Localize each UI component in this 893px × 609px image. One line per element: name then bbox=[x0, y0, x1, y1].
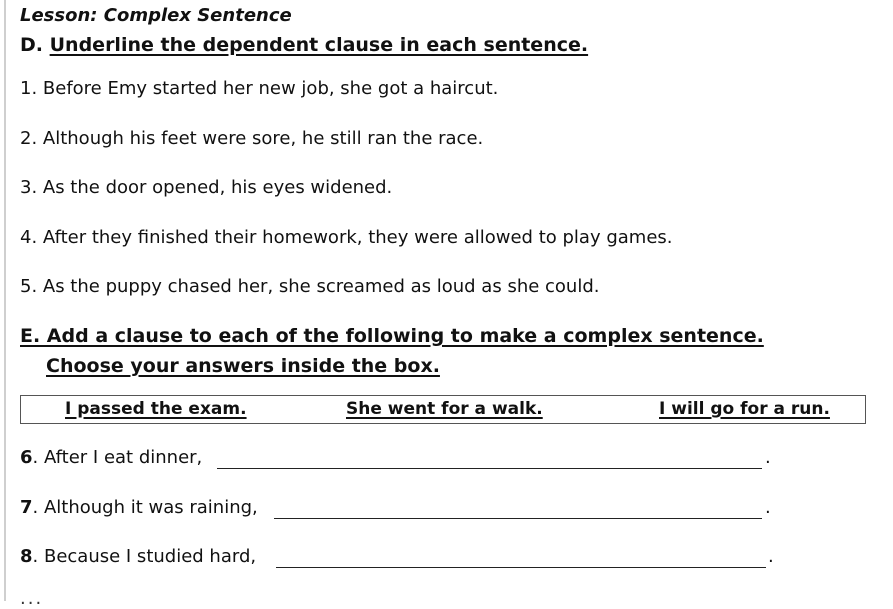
sentence-2: 2. Although his feet were sore, he still ran the race. bbox=[20, 128, 484, 149]
item-6-text: . After I eat dinner, bbox=[32, 447, 203, 468]
item-8-number: 8 bbox=[20, 546, 33, 567]
cutoff-text: ... bbox=[20, 588, 44, 609]
item-7-text: . Although it was raining, bbox=[32, 497, 258, 518]
item-6-number: 6 bbox=[20, 447, 33, 468]
section-e-subheading: Choose your answers inside the box. bbox=[46, 355, 440, 377]
section-d-heading bbox=[20, 34, 588, 56]
page-left-border bbox=[4, 0, 6, 601]
sentence-3: 3. As the door opened, his eyes widened. bbox=[20, 177, 393, 198]
item-6 bbox=[20, 447, 202, 468]
section-d-letter: D. bbox=[20, 34, 43, 56]
item-6-blank[interactable] bbox=[217, 468, 762, 469]
item-8-period: . bbox=[768, 546, 774, 567]
item-7-blank[interactable] bbox=[274, 518, 762, 519]
section-e-heading: E. Add a clause to each of the following to make a complex sentence. bbox=[20, 325, 764, 347]
choice-3: I will go for a run. bbox=[659, 399, 830, 419]
item-7 bbox=[20, 497, 258, 518]
sentence-4: 4. After they finished their homework, they were allowed to play games. bbox=[20, 227, 673, 248]
sentence-1: 1. Before Emy started her new job, she got a haircut. bbox=[20, 78, 499, 99]
choice-1: I passed the exam. bbox=[65, 399, 247, 419]
item-8-blank[interactable] bbox=[276, 567, 766, 568]
sentence-5: 5. As the puppy chased her, she screamed as loud as she could. bbox=[20, 276, 600, 297]
lesson-title: Lesson: Complex Sentence bbox=[20, 5, 292, 26]
section-d-instruction: Underline the dependent clause in each sentence. bbox=[49, 34, 589, 56]
item-8 bbox=[20, 546, 256, 567]
item-7-number: 7 bbox=[20, 497, 33, 518]
item-8-text: . Because I studied hard, bbox=[32, 546, 257, 567]
item-6-period: . bbox=[765, 447, 771, 468]
choice-2: She went for a walk. bbox=[346, 399, 543, 419]
item-7-period: . bbox=[765, 497, 771, 518]
answer-choices-box bbox=[20, 395, 866, 424]
